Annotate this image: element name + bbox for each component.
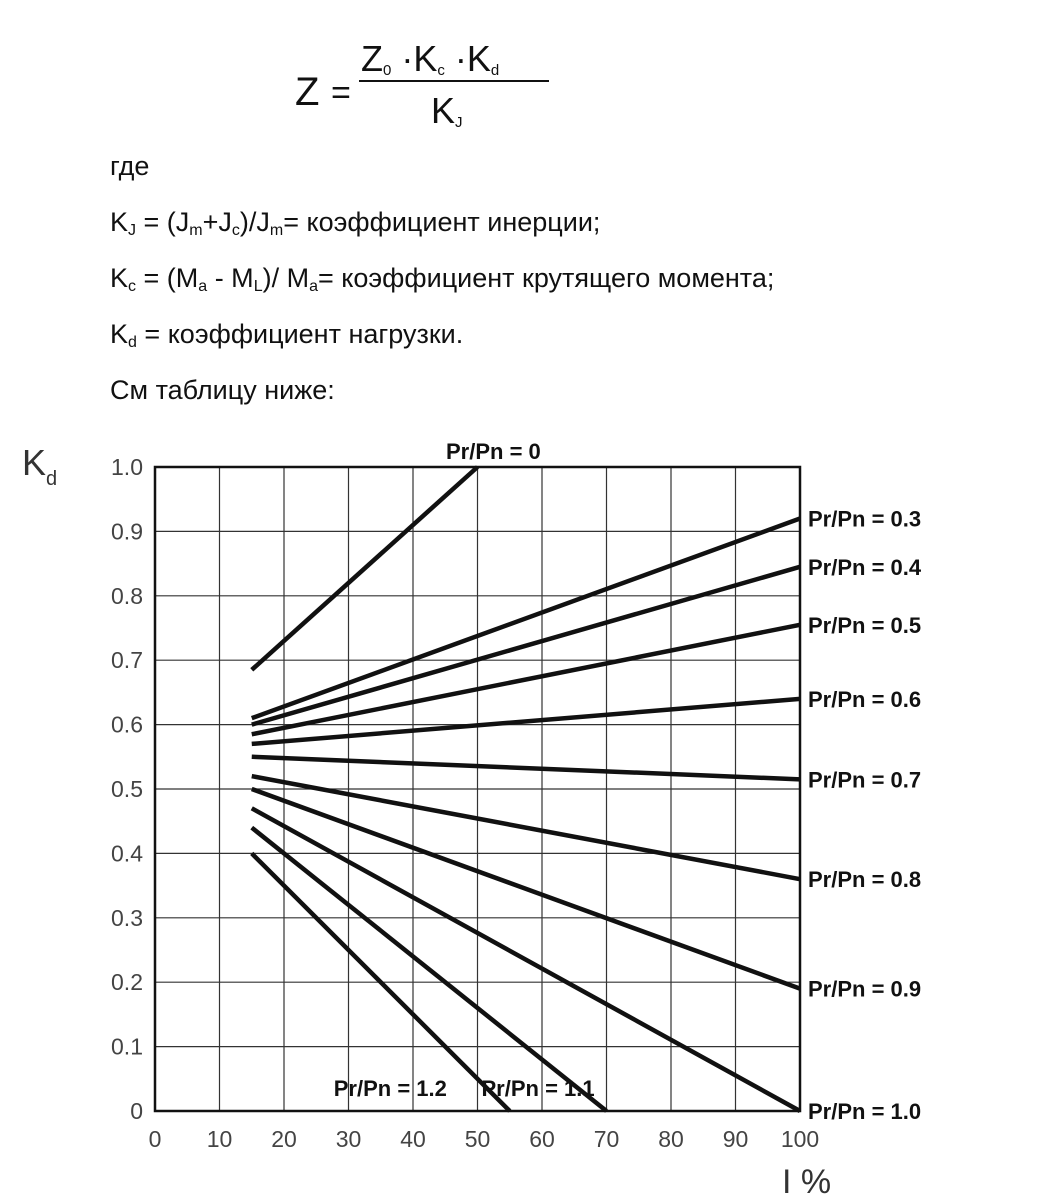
series-line-pr-pn-0-6 [252,699,800,744]
series-line-pr-pn-1-1 [252,828,607,1111]
y-tick-label: 0.1 [111,1033,143,1060]
y-axis-label: $K_d$ [22,442,58,490]
kd-definition: $K_d$ = коэффициент нагрузки. [110,319,464,351]
y-tick-label: 0.4 [111,840,143,867]
x-tick-label: 10 [206,1126,233,1152]
y-tick-label: 0.9 [111,518,143,545]
definitions [110,138,1010,418]
y-tick-label: 0 [130,1098,143,1124]
x-tick-label: 0 [148,1126,162,1152]
y-tick-label: 0.8 [111,582,143,609]
y-tick-label: 0.5 [111,776,143,802]
series-label-pr-pn-0: Pr/Pn = 0 [446,439,541,464]
series-label-pr-pn-0-4: Pr/Pn = 0.4 [808,554,922,580]
kj-definition: $K_J = (J_m+J_c)/J_m=$ коэффициент инерции; [110,207,601,239]
x-tick-label: 20 [271,1126,297,1152]
series-label-pr-pn-1-1: Pr/Pn = 1.1 [481,1076,595,1101]
where-label: где [110,151,150,181]
series-label-pr-pn-0-6: Pr/Pn = 0.6 [808,686,922,712]
y-tick-label: 0.2 [111,969,143,996]
x-tick-label: 70 [593,1126,620,1152]
kd-chart [0,425,1044,1200]
formula-denominator: $K_J$ [431,90,463,131]
series-line-pr-pn-0-3 [252,519,800,719]
series-label-pr-pn-0-5: Pr/Pn = 0.5 [808,612,922,638]
series-line-pr-pn-0-4 [252,567,800,725]
y-tick-label: 0.7 [111,647,143,674]
x-tick-label: 80 [658,1126,684,1152]
y-tick-label: 0.6 [111,711,143,738]
x-tick-label: 90 [722,1126,749,1152]
series-line-pr-pn-0-7 [252,757,800,780]
series-label-pr-pn-1-0: Pr/Pn = 1.0 [808,1099,922,1124]
see-table-label: См таблицу ниже: [110,375,335,405]
formula-lhs: Z [295,70,320,114]
series-line-pr-pn-0-8 [252,776,800,879]
y-tick-label: 0.3 [111,904,143,931]
series-line-pr-pn-0-5 [252,625,800,734]
series-label-pr-pn-0-9: Pr/Pn = 0.9 [808,976,922,1002]
formula-numerator: $Z_0 \cdot K_c \cdot K_d$ [361,38,500,79]
tick-labels [111,454,819,1152]
series-label-pr-pn-1-2: Pr/Pn = 1.2 [333,1076,447,1101]
x-tick-label: 50 [464,1126,491,1152]
y-tick-label: 1.0 [111,454,143,480]
formula-fraction-bar [359,80,549,82]
kc-definition: $K_c = (M_a - M_L)/$ $M_a=$ коэффициент крутящего момента; [110,263,775,295]
x-tick-label: 100 [780,1126,820,1152]
series-label-pr-pn-0-7: Pr/Pn = 0.7 [808,767,922,793]
series-line-pr-pn-0 [252,467,478,670]
series-label-pr-pn-0-3: Pr/Pn = 0.3 [808,506,922,532]
x-tick-label: 40 [400,1126,426,1152]
formula [295,30,595,140]
x-tick-label: 30 [335,1126,362,1152]
formula-equals: = [331,74,351,112]
series-label-pr-pn-0-8: Pr/Pn = 0.8 [808,867,922,893]
x-tick-label: 60 [529,1126,555,1152]
x-axis-label: I % [782,1163,832,1200]
